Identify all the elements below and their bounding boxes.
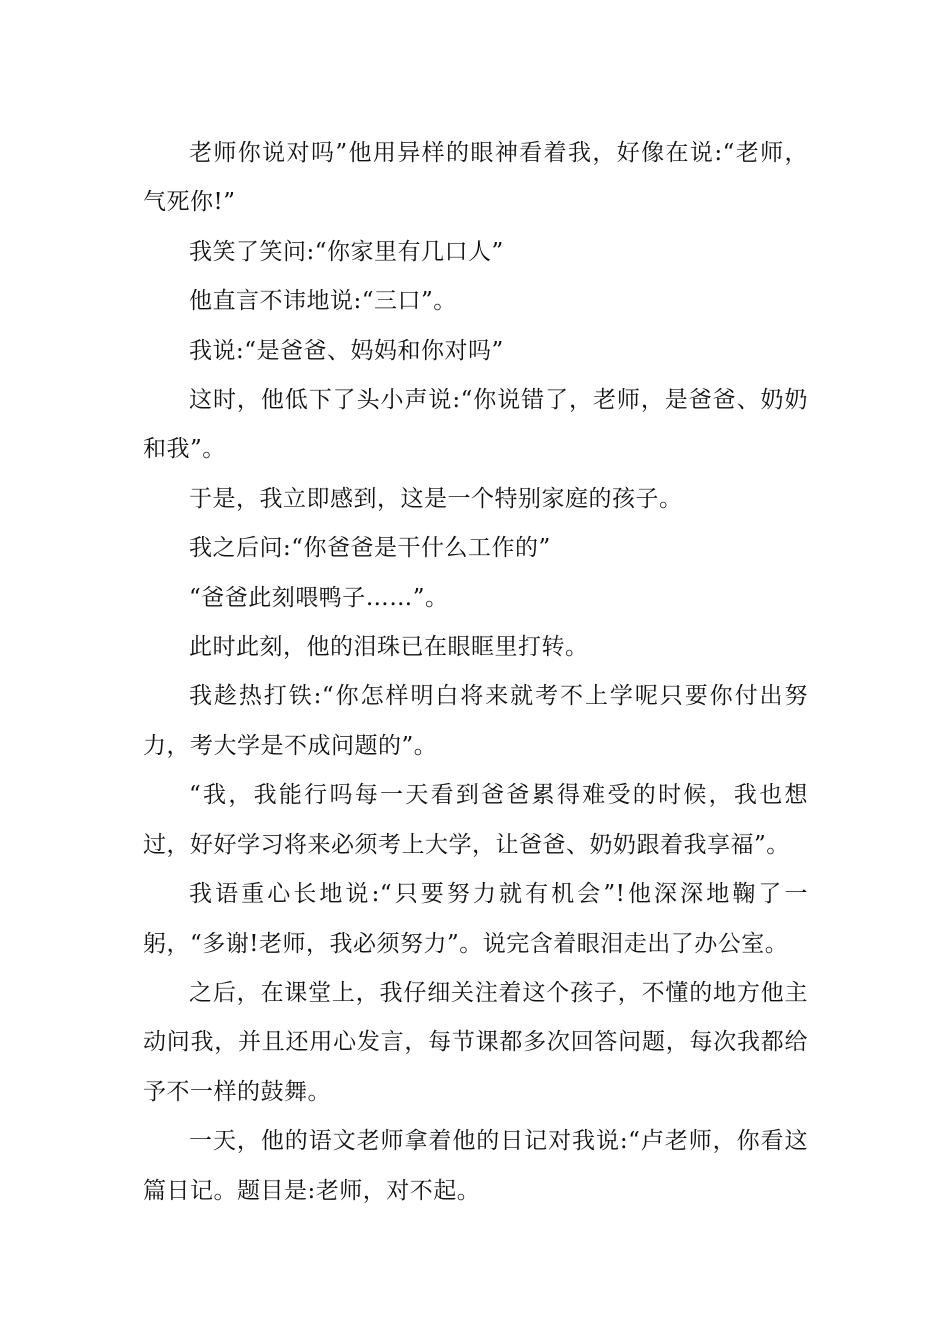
paragraph: 我笑了笑问:“你家里有几口人” bbox=[189, 238, 504, 265]
paragraph: 一天，他的语文老师拿着他的日记对我说:“卢老师，你看这篇日记。题目是:老师，对不起。 bbox=[143, 1128, 808, 1204]
paragraph: 他直言不讳地说:“三口”。 bbox=[189, 288, 457, 315]
paragraph: 于是，我立即感到，这是一个特别家庭的孩子。 bbox=[189, 485, 683, 512]
paragraph: 我趁热打铁:“你怎样明白将来就考不上学呢只要你付出努力，考大学是不成问题的”。 bbox=[143, 683, 808, 759]
paragraph: 这时，他低下了头小声说:“你说错了，老师，是爸爸、奶奶和我”。 bbox=[143, 387, 808, 463]
paragraph: 之后，在课堂上，我仔细关注着这个孩子，不懂的地方他主动问我，并且还用心发言，每节课都多次回答问题，每次我都给予不一样的鼓舞。 bbox=[143, 979, 808, 1105]
paragraph: 我之后问:“你爸爸是干什么工作的” bbox=[189, 535, 551, 562]
paragraph: “我，我能行吗每一天看到爸爸累得难受的时候，我也想过，好好学习将来必须考上大学，让爸爸、奶奶跟着我享福”。 bbox=[143, 782, 808, 858]
paragraph: 我语重心长地说:“只要努力就有机会”!他深深地鞠了一躬，“多谢!老师，我必须努力”。说完含着眼泪走出了办公室。 bbox=[143, 881, 808, 957]
paragraph: 此时此刻，他的泪珠已在眼眶里打转。 bbox=[189, 634, 589, 661]
paragraph: 我说:“是爸爸、妈妈和你对吗” bbox=[189, 337, 504, 364]
paragraph: “爸爸此刻喂鸭子……”。 bbox=[189, 584, 449, 611]
document-body bbox=[143, 129, 808, 1216]
paragraph: 老师你说对吗”他用异样的眼神看着我，好像在说:“老师，气死你!” bbox=[143, 140, 808, 216]
